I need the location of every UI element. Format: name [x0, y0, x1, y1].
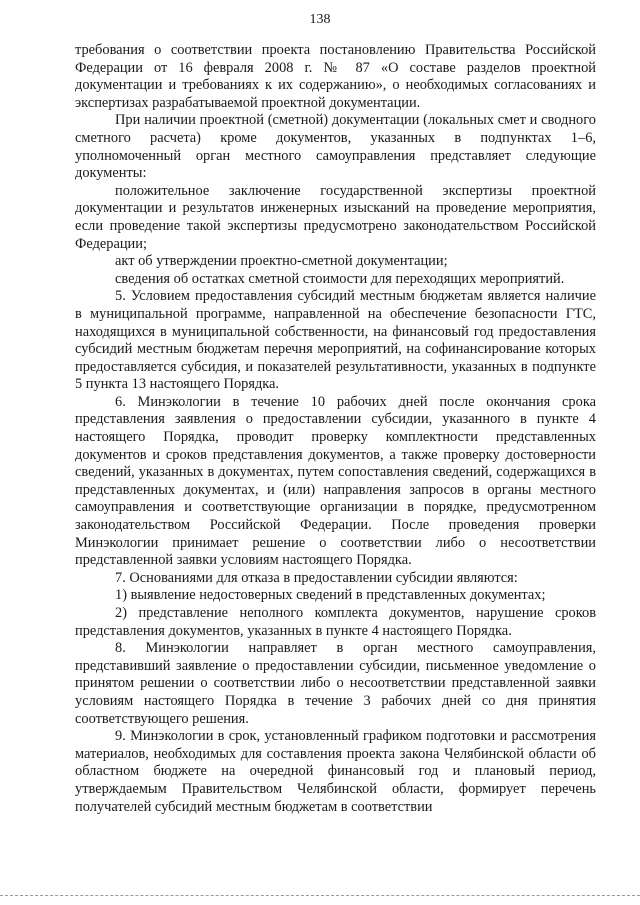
paragraph-expertise-conclusion: положительное заключение государственной экспертизы проектной документации и результатов инженерных изысканий на проведение мероприятия, если проведение такой экспертизы предусмотрено законодательством Российской Федерации; [75, 182, 596, 252]
paragraph-item-8: 8. Минэкологии направляет в орган местного самоуправления, представивший заявление о предоставлении субсидии, письменное уведомление о принятом решении о соответствии либо о несоответствии представленной заявки условиям настоящего Порядка в течение 3 рабочих дней со дня принятия соответствующего решения. [75, 640, 596, 727]
paragraph-item-9: 9. Минэкологии в срок, установленный графиком подготовки и рассмотрения материалов, необходимых для составления проекта закона Челябинской области об областном бюджете на очередной финансовый год и плановый период, утверждаемым Правительством Челябинской области, формирует перечень получателей субсидий местным бюджетам в соответствии [75, 728, 596, 815]
paragraph-item-5: 5. Условием предоставления субсидий местным бюджетам является наличие в муниципальной программе, направленной на обеспечение безопасности ГТС, находящихся в муниципальной собственности, на финансовый год предоставления субсидий местным бюджетам перечня мероприятий, на софинансирование которых предоставляется субсидия, и показателей результативности, указанных в подпункте 5 пункта 13 настоящего Порядка. [75, 288, 596, 393]
page-bottom-divider [0, 895, 640, 896]
paragraph-continuation: требования о соответствии проекта постановлению Правительства Российской Федерации от 16 февраля 2008 г. № 87 «О составе разделов проектной документации и требованиях к их содержанию», о необходимых согласованиях и экспертизах разрабатываемой проектной документации. [75, 42, 596, 111]
paragraph-item-7-2: 2) представление неполного комплекта документов, нарушение сроков представления документов, указанных в пункте 4 настоящего Порядка. [75, 605, 596, 639]
paragraph-approval-act: акт об утверждении проектно-сметной документации; [115, 253, 448, 270]
paragraph-item-7: 7. Основаниями для отказа в предоставлении субсидии являются: [115, 569, 518, 586]
document-body [75, 42, 596, 816]
page-number: 138 [309, 12, 331, 27]
paragraph-project-documentation: При наличии проектной (сметной) документации (локальных смет и сводного сметного расчета) кроме документов, указанных в подпунктах 1–6, уполномоченный орган местного самоуправления представляет следующие документы: [75, 112, 596, 182]
paragraph-estimate-remains: сведения об остатках сметной стоимости для переходящих мероприятий. [115, 270, 565, 287]
paragraph-item-6: 6. Минэкологии в течение 10 рабочих дней после окончания срока представления заявления о предоставлении субсидии, указанного в пункте 4 настоящего Порядка, проводит проверку комплектности представленных документов и сроков представления документов, а также проверку достоверности сведений, указанных в документах, путем сопоставления сведений, содержащихся в представленных документах, и (или) направления запросов в органы местного самоуправления и соответствующие организации в порядке, предусмотренном законодательством Российской Федерации. После проведения проверки Минэкологии принимает решение о соответствии либо о несоответствии представленной заявки условиям настоящего Порядка. [75, 393, 596, 569]
paragraph-item-7-1: 1) выявление недостоверных сведений в представленных документах; [115, 587, 546, 604]
